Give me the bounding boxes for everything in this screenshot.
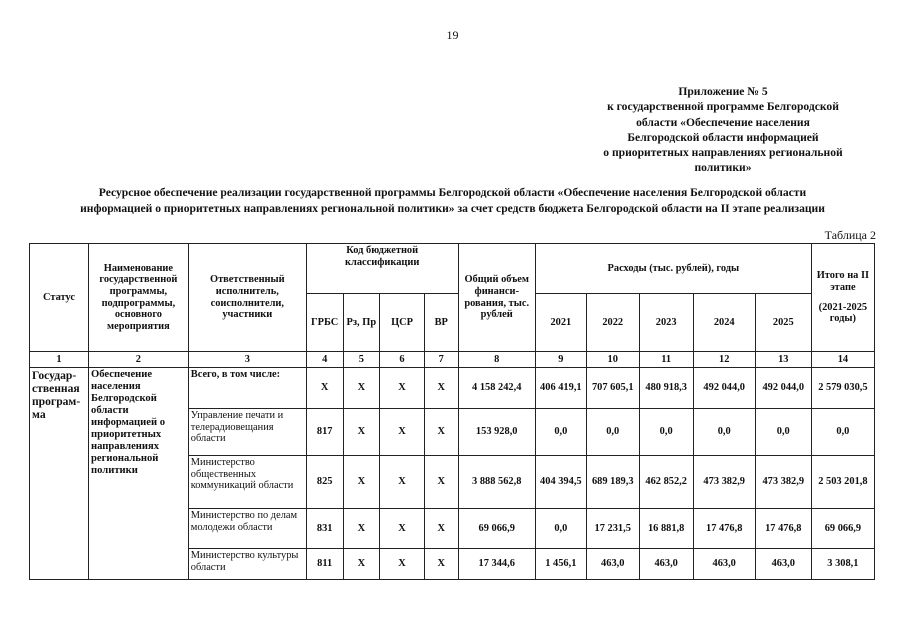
header-expenses: Расходы (тыс. рублей), годы [535,244,811,294]
year-2023-cell: 463,0 [639,549,693,580]
total-funding-cell: 153 928,0 [458,409,535,456]
year-2023-cell: 480 918,3 [639,368,693,409]
grbs-cell: 811 [306,549,343,580]
rz-cell: Х [343,456,380,509]
column-number: 10 [586,352,639,368]
column-number: 2 [89,352,189,368]
column-number: 8 [458,352,535,368]
year-2022-cell: 463,0 [586,549,639,580]
year-2024-cell: 17 476,8 [693,509,755,549]
stage-total-cell: 3 308,1 [811,549,874,580]
header-year-2021: 2021 [535,294,586,352]
document-title [20,185,885,217]
column-number: 3 [188,352,306,368]
appendix-line: о приоритетных направлениях региональной [603,146,843,160]
year-2021-cell: 1 456,1 [535,549,586,580]
csr-cell: Х [380,549,425,580]
total-funding-cell: 17 344,6 [458,549,535,580]
year-2022-cell: 17 231,5 [586,509,639,549]
grbs-cell: 825 [306,456,343,509]
header-executor: Ответственный исполнитель, соисполнители, участники [188,244,306,352]
page-number: 19 [446,28,459,42]
header-grbs: ГРБС [306,294,343,352]
rz-cell: Х [343,549,380,580]
header-csr: ЦСР [380,294,425,352]
header-stage-total-label: Итого на II этапе [816,270,870,293]
column-number: 14 [811,352,874,368]
column-number: 7 [424,352,458,368]
document-title-line: информацией о приоритетных направлениях региональной политики» за счет средств бюджета Белгородской области на II этапе реализации [80,202,825,215]
year-2024-cell: 492 044,0 [693,368,755,409]
year-2023-cell: 0,0 [639,409,693,456]
header-rz-pr: Рз, Пр [343,294,380,352]
column-number: 1 [30,352,89,368]
vr-cell: Х [424,549,458,580]
executor-cell: Всего, в том числе: [188,368,306,409]
year-2024-cell: 473 382,9 [693,456,755,509]
rz-cell: Х [343,368,380,409]
header-vr: ВР [424,294,458,352]
column-number: 9 [535,352,586,368]
executor-cell: Министерство по делам молодежи области [188,509,306,549]
header-year-2022: 2022 [586,294,639,352]
column-number: 4 [306,352,343,368]
stage-total-cell: 69 066,9 [811,509,874,549]
year-2025-cell: 17 476,8 [755,509,811,549]
header-total-funding: Общий объем финанси-рования, тыс. рублей [458,244,535,352]
year-2024-cell: 0,0 [693,409,755,456]
header-stage-total [811,244,874,352]
executor-cell: Управление печати и телерадиовещания области [188,409,306,456]
stage-total-cell: 2 579 030,5 [811,368,874,409]
year-2021-cell: 406 419,1 [535,368,586,409]
document-title-line: Ресурсное обеспечение реализации государственной программы Белгородской области «Обеспечение населения Белгородской области [98,186,807,199]
appendix-line: политики» [694,161,752,175]
total-funding-cell: 69 066,9 [458,509,535,549]
year-2025-cell: 0,0 [755,409,811,456]
csr-cell: Х [380,409,425,456]
year-2021-cell: 0,0 [535,509,586,549]
executor-cell: Министерство общественных коммуникаций области [188,456,306,509]
total-funding-cell: 3 888 562,8 [458,456,535,509]
vr-cell: Х [424,456,458,509]
csr-cell: Х [380,456,425,509]
total-funding-cell: 4 158 242,4 [458,368,535,409]
year-2022-cell: 707 605,1 [586,368,639,409]
column-number: 13 [755,352,811,368]
column-number: 11 [639,352,693,368]
grbs-cell: 831 [306,509,343,549]
appendix-heading [580,84,866,176]
year-2021-cell: 0,0 [535,409,586,456]
header-stage-years: (2021-2025 годы) [818,301,868,325]
header-year-2024: 2024 [693,294,755,352]
year-2024-cell: 463,0 [693,549,755,580]
stage-total-cell: 2 503 201,8 [811,456,874,509]
appendix-line: к государственной программе Белгородской [607,100,839,114]
header-year-2025: 2025 [755,294,811,352]
csr-cell: Х [380,509,425,549]
csr-cell: Х [380,368,425,409]
year-2025-cell: 492 044,0 [755,368,811,409]
vr-cell: Х [424,368,458,409]
executor-cell: Министерство культуры области [188,549,306,580]
rz-cell: Х [343,509,380,549]
table-row [30,368,875,409]
year-2025-cell: 463,0 [755,549,811,580]
column-number-row [30,352,875,368]
program-name-cell: Обеспечение населения Белгородской области информацией о приоритетных направлениях региональной политики [89,368,189,580]
table-label: Таблица 2 [824,228,876,242]
vr-cell: Х [424,409,458,456]
year-2023-cell: 462 852,2 [639,456,693,509]
header-program-name: Наименование государственной программы, подпрограммы, основного мероприятия [89,244,189,352]
vr-cell: Х [424,509,458,549]
appendix-line: Белгородской области информацией [627,130,819,144]
year-2023-cell: 16 881,8 [639,509,693,549]
year-2025-cell: 473 382,9 [755,456,811,509]
rz-cell: Х [343,409,380,456]
column-number: 5 [343,352,380,368]
year-2021-cell: 404 394,5 [535,456,586,509]
stage-total-cell: 0,0 [811,409,874,456]
appendix-line: области «Обеспечение населения [636,115,810,129]
column-number: 12 [693,352,755,368]
header-status: Статус [30,244,89,352]
year-2022-cell: 0,0 [586,409,639,456]
grbs-cell: Х [306,368,343,409]
status-cell: Государ-ственная програм-ма [30,368,89,580]
budget-table [29,243,875,580]
column-number: 6 [380,352,425,368]
appendix-line: Приложение № 5 [678,85,768,98]
grbs-cell: 817 [306,409,343,456]
header-year-2023: 2023 [639,294,693,352]
header-budget-code: Код бюджетной классификации [306,244,458,294]
year-2022-cell: 689 189,3 [586,456,639,509]
